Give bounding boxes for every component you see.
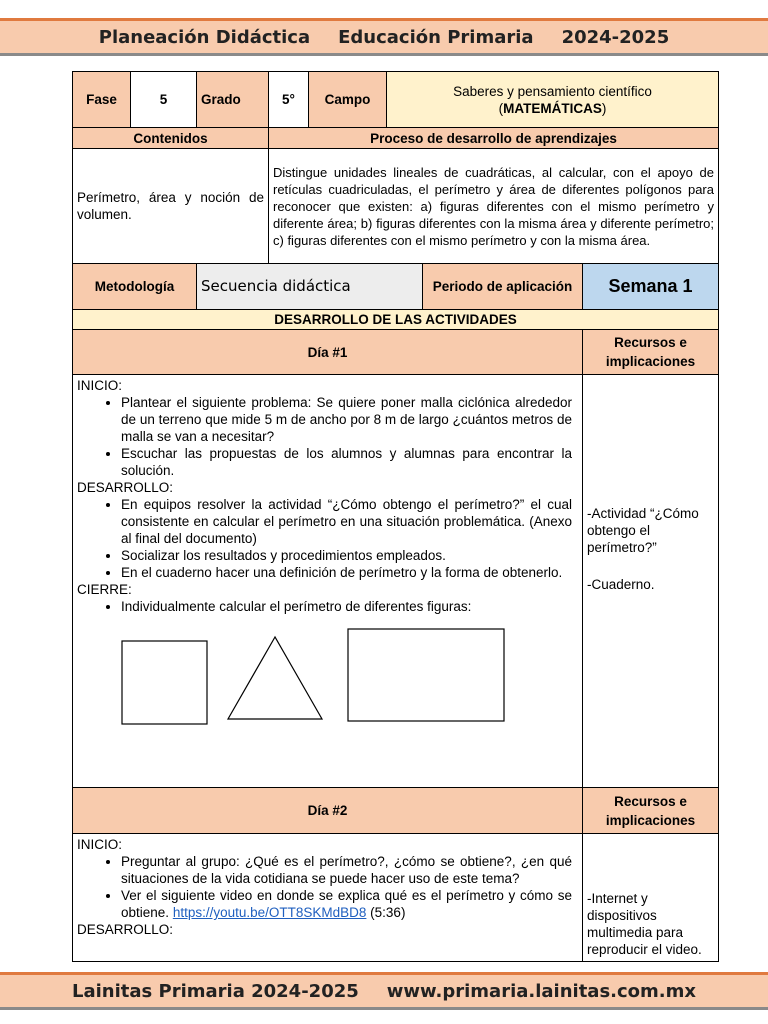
grado-label: Grado xyxy=(197,72,269,128)
metodologia-label: Metodología xyxy=(73,264,197,310)
rectangle-figure xyxy=(348,629,504,721)
dia2-activities xyxy=(73,834,583,962)
list-item xyxy=(121,887,578,921)
dia1-inicio-label: INICIO: xyxy=(77,378,123,393)
periodo-label: Periodo de aplicación xyxy=(423,264,583,310)
dia1-activities xyxy=(73,375,583,788)
fase-value: 5 xyxy=(131,72,197,128)
dia2-desarrollo-label: DESARROLLO: xyxy=(77,922,174,937)
contenidos-text: Perímetro, área y noción de volumen. xyxy=(73,149,269,264)
dia2-inicio-list xyxy=(77,853,578,921)
dia1-resource-cuaderno: -Cuaderno. xyxy=(587,577,655,592)
campo-title: Saberes y pensamiento científico xyxy=(453,83,652,99)
desarrollo-title-row xyxy=(73,310,719,330)
desarrollo-title: DESARROLLO DE LAS ACTIVIDADES xyxy=(73,310,719,330)
footer-url[interactable]: www.primaria.lainitas.com.mx xyxy=(386,980,696,1002)
list-item: • Socializar los resultados y procedimientos empleados. xyxy=(121,547,578,564)
video-link[interactable]: https://youtu.be/OTT8SKMdBD8 xyxy=(172,905,367,920)
fase-label: Fase xyxy=(73,72,131,128)
list-item: • En equipos resolver la actividad “¿Cómo obtengo el perímetro?” el cual consistente en calcular el perímetro en una situación problemática. (Anexo al final del documento) xyxy=(121,496,578,547)
campo-title-cell: Saberes y pensamiento científico (MATEMÁTICAS) xyxy=(387,72,719,128)
dia1-cierre-label: CIERRE: xyxy=(77,582,132,597)
dia2-video-text: Ver el siguiente video en donde se explica qué es el perímetro y cómo se obtiene. xyxy=(121,888,572,920)
triangle-figure xyxy=(228,637,322,719)
dia1-resources-title: Recursos e implicaciones xyxy=(583,330,719,375)
header-level: Educación Primaria xyxy=(338,26,534,48)
list-item: • Preguntar al grupo: ¿Qué es el perímetro?, ¿cómo se obtiene?, ¿en qué situaciones de la vida cotidiana se puede hacer uso de este tema? xyxy=(121,853,578,887)
dia2-resources-title: Recursos e implicaciones xyxy=(583,788,719,834)
video-duration: (5:36) xyxy=(370,905,406,920)
planning-table xyxy=(72,71,719,962)
dia2-header-row xyxy=(73,788,719,834)
contenidos-label: Contenidos xyxy=(73,128,269,149)
list-item: • En el cuaderno hacer una definición de perímetro y la forma de obtenerlo. xyxy=(121,564,578,581)
dia1-cierre-list xyxy=(77,598,578,615)
campo-subject: MATEMÁTICAS xyxy=(503,100,602,116)
dia2-body-row xyxy=(73,834,719,962)
header-year: 2024-2025 xyxy=(561,26,670,48)
list-item: • Escuchar las propuestas de los alumnos y alumnas para encontrar la solución. xyxy=(121,445,578,479)
dia1-resource-activity: -Actividad “¿Cómo obtengo el perímetro?” xyxy=(587,506,699,555)
list-item: • Plantear el siguiente problema: Se quiere poner malla ciclónica alrededor de un terreno que mide 5 m de ancho por 8 m de largo ¿cuántos metros de malla se van a necesitar? xyxy=(121,394,578,445)
dia1-desarrollo-label: DESARROLLO: xyxy=(77,480,174,495)
metodologia-row xyxy=(73,264,719,310)
dia1-desarrollo-list xyxy=(77,496,578,581)
grado-value: 5° xyxy=(269,72,309,128)
dia1-body-row xyxy=(73,375,719,788)
footer-banner xyxy=(0,972,768,1010)
proceso-text: Distingue unidades lineales de cuadráticas, al calcular, con el apoyo de retículas cuadriculadas, el perímetro y área de diferentes polígonos para reconocer que existen: a) figuras diferentes con el mismo perímetro y diferente área; b) figuras diferentes con la misma área y diferente perímetro; c) figuras diferentes con el mismo perímetro y con la misma área. xyxy=(269,149,719,264)
metodologia-value: Secuencia didáctica xyxy=(197,264,423,310)
header-title: Planeación Didáctica xyxy=(98,26,311,48)
footer-site-name: Lainitas Primaria 2024-2025 xyxy=(72,980,359,1002)
section-header-row xyxy=(73,128,719,149)
dia2-inicio-label: INICIO: xyxy=(77,837,123,852)
content-row xyxy=(73,149,719,264)
proceso-label: Proceso de desarrollo de aprendizajes xyxy=(269,128,719,149)
dia2-title: Día #2 xyxy=(73,788,583,834)
dia1-header-row xyxy=(73,330,719,375)
dia1-resources xyxy=(583,375,719,788)
campo-label: Campo xyxy=(309,72,387,128)
square-figure xyxy=(122,641,207,724)
perimeter-figures xyxy=(77,627,567,747)
info-row xyxy=(73,72,719,128)
dia2-resources: -Internet y dispositivos multimedia para reproducir el video. xyxy=(583,834,719,962)
dia1-inicio-list xyxy=(77,394,578,479)
header-banner xyxy=(0,18,768,56)
list-item: • Individualmente calcular el perímetro de diferentes figuras: xyxy=(121,598,578,615)
dia1-title: Día #1 xyxy=(73,330,583,375)
semana-label: Semana 1 xyxy=(583,264,719,310)
